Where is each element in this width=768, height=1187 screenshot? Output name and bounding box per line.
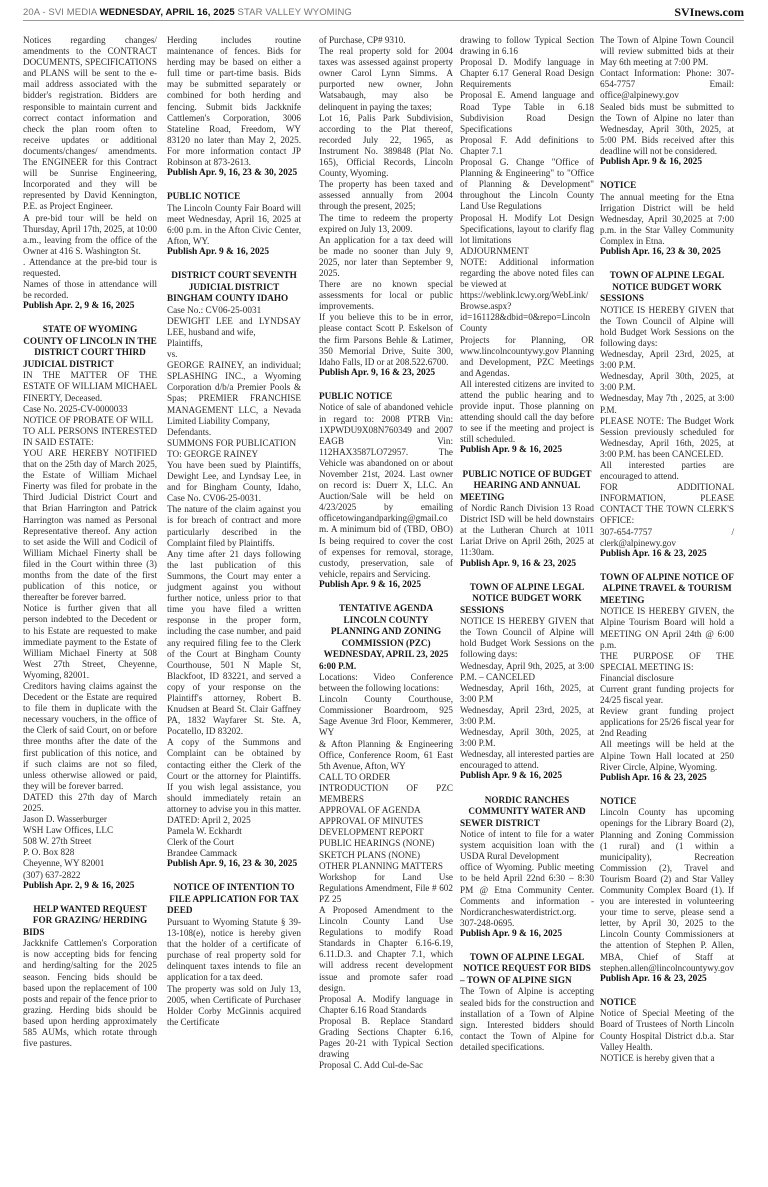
- notice-text: Lincoln County Courthouse, Commissioner Boardroom, 925 Sage Avenue 3rd Floor, Kemmerer, WY: [319, 694, 453, 738]
- page-number: 20A - SVI MEDIA: [23, 7, 97, 18]
- notice-text: Pamela W. Eckhardt: [167, 826, 242, 837]
- notice-text: NOTICE is hereby given that a: [600, 1052, 715, 1063]
- notice-text: Wednesday, April 30th, 2025, at 3:00 P.M.: [460, 727, 594, 749]
- publish-dates: Publish Apr. 9 & 16, 2025: [460, 771, 563, 782]
- notice-text: SKETCH PLANS (NONE): [319, 849, 421, 860]
- notice-text: The Town of Alpine Town Council will review submitted bids at their May 6th meeting at 7:00 PM.: [600, 35, 734, 68]
- notice-text: Current grant funding projects for 24/25 fiscal year.: [600, 684, 734, 706]
- publish-dates: Publish Apr. 9 & 16, 2025: [167, 247, 270, 258]
- notice-text: GEORGE RAINEY, an individual; SPLASHING INC., a Wyoming Corporation d/b/a Premier Pools & Spas; PREMIER FRANCHISE MANAGEMENT LLC, a Nevada Limited Liability Company,: [167, 360, 301, 426]
- publish-dates: Publish Apr. 9 & 16, 2025: [460, 445, 563, 456]
- notice-text: NOTICE IS HEREBY GIVEN that the Town Council of Alpine will hold Budget Work Sessions on the following days:: [600, 304, 734, 348]
- notice-text: Names of those in attendance will be recorded.: [23, 279, 157, 301]
- notice-text: Jackknife Cattlemen's Corporation is now accepting bids for fencing and herding/salting for the 2025 season. Fencing bids should be based upon the replacement of 100 posts and repair of the fence prior to grazing. Herding bids should be based upon herding approximately 585 AUMs, which rotate through five pastures.: [23, 938, 157, 1049]
- notice-heading: HELP WANTED REQUEST FOR GRAZING/ HERDING BIDS: [23, 903, 148, 937]
- notice-text: Case No.: CV06-25-0031: [167, 304, 262, 315]
- notice-text: DEWIGHT LEE and LYNDSAY LEE, husband and wife,: [167, 315, 301, 337]
- column-1: [23, 35, 157, 1049]
- notice-text: YOU ARE HEREBY NOTIFIED that on the 25th day of March 2025, the Estate of William Michael Finerty was filed for probate in the Third Judicial District Court and that Brian Harrington and Patrick Harrington was named as Personal Representative thereof. Any action to set aside the Will and Codicil of William Michael Finerty shall be filed in the Court within three (3) months from the date of the first publication of this notice, or thereafter be forever barred.: [23, 448, 157, 603]
- notice-heading: PUBLIC NOTICE: [319, 390, 393, 401]
- notice-text: An application for a tax deed will be made no sooner than July 9, 2025, nor later than September 9, 2025.: [319, 234, 453, 278]
- notice-heading: NOTICE: [600, 795, 637, 806]
- notice-text: P. O. Box 828: [23, 847, 75, 858]
- notice-text: Notices regarding changes/ amendments to the CONTRACT DOCUMENTS, SPECIFICATIONS and PLANS will be sent to the e-mail address associated with the bidder's registration. Bidders are responsible to maintain current and correct contact information and check the plan room often to receive updates or additional documents/changes/ amendments. The ENGINEER for this Contract will be Sunrise Engineering, Incorporated and they will be represented by David Kennington, P.E. as Project Engineer.: [23, 35, 157, 212]
- notice-text: Proposal H. Modify Lot Design Specifications, layout to clarify flag lot limitations: [460, 212, 594, 245]
- notice-text: Contact Information: Phone: 307-654-7757 Email: office@alpinewy.gov: [600, 68, 734, 101]
- notice-text: A copy of the Summons and Complaint can be obtained by contacting either the Clerk of the Court or the attorney for Plaintiffs. If you wish legal assistance, you should immediately retain an attorney to advise you in this matter.: [167, 737, 301, 814]
- notice-text: Lincoln County has upcoming openings for the Library Board (2), Planning and Zoning Commission (1 rural) and (1 within a municipality), Recreation Commission (2), Travel and Tourism Board (2) and Star Valley Community Complex Board (1). If you are interested in volunteering your time to serve, please send a letter, by April 30, 2025 to the Lincoln County Commissioners at the attention of Stephen P. Allen, MBA, Chief of Staff at stephen.allen@lincolncountywy.gov: [600, 807, 734, 973]
- notice-heading: TENTATIVE AGENDA LINCOLN COUNTY PLANNING AND ZONING COMMISSION (PZC) WEDNESDAY, APRIL 23, 2025 6:00 P.M.: [319, 603, 449, 671]
- notice-text: Wednesday, April 9th, 2025, at 3:00 P.M. – CANCELED: [460, 660, 594, 682]
- notice-text: Proposal A. Modify language in Chapter 6.16 Road Standards: [319, 993, 453, 1015]
- notice-text: CALL TO ORDER: [319, 771, 391, 782]
- notice-heading: DISTRICT COURT SEVENTH JUDICIAL DISTRICT BINGHAM COUNTY IDAHO: [167, 270, 297, 304]
- notice-text: The time to redeem the property expired on July 13, 2009.: [319, 212, 453, 234]
- site-name: SVInews.com: [674, 5, 744, 19]
- notice-heading: TOWN OF ALPINE LEGAL NOTICE REQUEST FOR BIDS – TOWN OF ALPINE SIGN: [460, 951, 591, 985]
- notice-text: Proposal G. Change "Office of Planning & Engineering" to "Office of Planning & Development" throughout the Lincoln County Land Use Regulations: [460, 157, 594, 212]
- notice-text: APPROVAL OF MINUTES: [319, 816, 424, 827]
- notice-text: 307-654-7757 / clerk@alpinewy.gov: [600, 526, 734, 548]
- column-4: [460, 35, 594, 1053]
- notice-text: Wednesday, all interested parties are encouraged to attend.: [460, 749, 594, 771]
- notice-heading: PUBLIC NOTICE: [167, 191, 241, 202]
- notice-text: drawing to follow Typical Section drawing in 6.16: [460, 35, 594, 57]
- notice-text: (307) 637-2822: [23, 869, 81, 880]
- publish-dates: Publish Apr. 9, 16, 23 & 30, 2025: [167, 168, 298, 179]
- notice-text: OTHER PLANNING MATTERS: [319, 860, 444, 871]
- notice-text: TO: GEORGE RAINEY: [167, 448, 259, 459]
- notice-text: of Nordic Ranch Division 13 Road District ISD will be held downstairs at the Lutheran Church at 1011 Lariat Drive on April 26th, 2025 at 11:30am.: [460, 503, 594, 558]
- notice-text: . Attendance at the pre-bid tour is requested.: [23, 256, 157, 278]
- notice-text: DATED this 27th day of March 2025.: [23, 791, 157, 813]
- publish-dates: Publish Apr. 9, 16, 23 & 30, 2025: [167, 859, 298, 870]
- publish-dates: Publish Apr. 9 & 16, 2025: [319, 579, 422, 590]
- notice-text: Cheyenne, WY 82001: [23, 858, 105, 869]
- region-name: STAR VALLEY WYOMING: [237, 7, 352, 18]
- publish-dates: Publish Apr. 2, 9 & 16, 2025: [23, 880, 135, 891]
- notice-heading: STATE OF WYOMING COUNTY OF LINCOLN IN THE DISTRICT COURT THIRD JUDICIAL DISTRICT: [23, 324, 157, 369]
- notice-text: Review grant funding project applications for 25/26 fiscal year for 2nd Reading: [600, 706, 734, 739]
- publish-dates: Publish Apr. 16 & 23, 2025: [600, 973, 707, 984]
- publish-dates: Publish Apr. 16 & 23, 2025: [600, 548, 707, 559]
- notice-heading: NOTICE: [600, 996, 637, 1007]
- notice-text: Proposal C. Add Cul-de-Sac: [319, 1060, 424, 1071]
- notice-heading: TOWN OF ALPINE LEGAL NOTICE BUDGET WORK SESSIONS: [460, 581, 585, 615]
- notice-text: A Proposed Amendment to the Lincoln County Land Use Regulations to modify Road Standards in Chapter 6.16-6.19, 6.11.D.3. and Chapter 7.1, which will address recent development issue and promote safer road design.: [319, 904, 453, 993]
- notice-text: Proposal D. Modify language in Chapter 6.17 General Road Design Requirements: [460, 57, 594, 90]
- notice-text: NOTE: Additional information regarding the above noted files can be viewed at: [460, 256, 594, 290]
- notice-text: & Afton Planning & Engineering Office, Conference Room, 61 East 5th Avenue, Afton, WY: [319, 738, 453, 771]
- publish-dates: Publish Apr. 9 & 16, 2025: [600, 157, 703, 168]
- notice-text: Financial disclosure: [600, 672, 674, 683]
- publish-dates: Publish Apr. 9, 16 & 23, 2025: [319, 367, 436, 378]
- notice-text: The annual meeting for the Etna Irrigation District will be held Wednesday, April 30,2025 at 7:00 p.m. in the Star Valley Community Complex in Etna.: [600, 191, 734, 246]
- notice-text: Notice of Special Meeting of the Board of Trustees of North Lincoln County Hospital District d.b.a. Star Valley Health.: [600, 1008, 734, 1052]
- notice-text: Notice of intent to file for a water system acquisition loan with the USDA Rural Development: [460, 829, 594, 862]
- notice-text: APPROVAL OF AGENDA: [319, 805, 421, 816]
- notice-text: DATED: April 2, 2025: [167, 815, 251, 825]
- notice-text: PLEASE NOTE: The Budget Work Session previously scheduled for Wednesday, April 16th, 2025, at 3:00 P.M. has been CANCELED.: [600, 415, 734, 459]
- notice-text: INTRODUCTION OF PZC MEMBERS: [319, 782, 453, 805]
- notice-text: Notice is further given that all person indebted to the Decedent or to his Estate are requested to make immediate payment to the Estate of William Michael Finerty at 508 West 27th Street, Cheyenne, Wyoming, 82001.: [23, 603, 157, 680]
- notice-text: Locations: Video Conference between the following locations:: [319, 672, 453, 694]
- notice-text: All meetings will be held at the Alpine Town Hall located at 250 River Circle, Alpine, Wyoming.: [600, 739, 734, 772]
- notice-text: 508 W. 27th Street: [23, 836, 92, 847]
- notice-heading: TOWN OF ALPINE NOTICE OF ALPINE TRAVEL & TOURISM MEETING: [600, 571, 734, 605]
- notice-text: Defendants.: [167, 426, 212, 437]
- notice-text: IN THE MATTER OF THE ESTATE OF WILLIAM MICHAEL FINERTY, Deceased.: [23, 370, 157, 403]
- notice-text: Projects for Planning, OR www.lincolncountywy.gov Planning and Development, PZC Meetings and Agendas.: [460, 334, 594, 378]
- notice-text: All interested parties are encouraged to attend.: [600, 460, 734, 482]
- publish-dates: Publish Apr. 2, 9 & 16, 2025: [23, 301, 135, 312]
- notice-heading: NOTICE OF INTENTION TO FILE APPLICATION FOR TAX DEED: [167, 882, 299, 916]
- notice-text: TO ALL PERSONS INTERESTED IN SAID ESTATE:: [23, 425, 157, 447]
- notice-text: Any time after 21 days following the last publication of this Summons, the Court may enter a judgment against you without further notice, unless prior to that time you have filed a written response in the proper form, including the case number, and paid any required filing fee to the Clerk of the Court at Bingham County Courthouse, 501 N Maple St, Blackfoot, ID 83221, and served a copy of your response on the Plaintiff's attorney, Robert B. Knudsen at Beard St. Clair Gaffney PA, 1832 Wayfarer St. Ste. A, Pocatello, ID 83202.: [167, 548, 301, 737]
- legal-notices-columns: [23, 35, 745, 1180]
- notice-text: Wednesday, April 30th, 2025, at 3:00 P.M.: [600, 371, 734, 393]
- notice-text: Clerk of the Court: [167, 837, 235, 848]
- column-5: [600, 35, 734, 1064]
- notice-text: Creditors having claims against the Decedent or the Estate are required to file them in duplicate with the necessary vouchers, in the office of the Clerk of said Court, on or before three months after the date of the first publication of this notice, and if such claims are not so filed, unless otherwise allowed or paid, they will be forever barred.: [23, 680, 157, 791]
- notice-text: Lot 16, Palis Park Subdivision, according to the Plat thereof, recorded July 22, 1965, as Instrument No. 389848 (Plat No. 165), Official Records, Lincoln County, Wyoming.: [319, 112, 453, 179]
- notice-heading: NORDIC RANCHES COMMUNITY WATER AND SEWER DISTRICT: [460, 794, 586, 828]
- notice-text: office of Wyoming. Public meeting to be held April 22nd 6:30 – 8:30 PM @ Etna Community Center. Comments and information - Nordicrancheswaterdistrict.org. 307-248-0695.: [460, 862, 594, 928]
- notice-text: DEVELOPMENT REPORT: [319, 827, 424, 838]
- notice-text: The nature of the claim against you is for breach of contract and more particularly described in the Complaint filed by Plaintiffs.: [167, 504, 301, 548]
- notice-text: NOTICE IS HEREBY GIVEN, the Alpine Tourism Board will hold a MEETING ON April 24th @ 6:00 p.m.: [600, 606, 734, 650]
- notice-text: Brandee Cammack: [167, 848, 238, 859]
- notice-text: NOTICE IS HEREBY GIVEN that the Town Council of Alpine will hold Budget Work Sessions on the following days:: [460, 616, 594, 660]
- notice-text: Notice of sale of abandoned vehicle in regard to: 2008 PTRB Vin: 1XPWDU9X08N760349 and 2007 EAGB Vin: 112HAX3587LO72957. The Vehicle was abandoned on or about November 21st, 2024. Last owner on record is: Duerr X, LLC. An Auction/Sale will be held on 4/23/2025 by emailing officetowingandparking@gmail.com. A minimum bid of (TBD, OBO) Is being required to cover the cost of expenses for removal, storage, custody, preservation, sale of vehicle, repairs and Servicing.: [319, 402, 453, 579]
- notice-text: The real property sold for 2004 taxes was assessed against property owner Carol Lynn Simms. A purported new owner, John Watsabaugh, may also be delinquent in paying the taxes;: [319, 46, 453, 112]
- publish-dates: Publish Apr. 9 & 16, 2025: [460, 928, 563, 939]
- issue-date: WEDNESDAY, APRIL 16, 2025: [99, 7, 235, 18]
- publish-dates: Publish Apr. 16 & 23, 2025: [600, 772, 707, 783]
- folio: [23, 7, 352, 18]
- notice-text: of Purchase, CP# 9310.: [319, 35, 406, 45]
- column-3: [319, 35, 453, 1071]
- notice-text: The Lincoln County Fair Board will meet Wednesday, April 16, 2025 at 6:00 p.m. in the Afton Civic Center, Afton, WY.: [167, 202, 301, 246]
- notice-text: Pursuant to Wyoming Statute § 39-13-108(e), notice is hereby given that the holder of a certificate of purchase of real property sold for delinquent taxes intends to file an application for a tax deed.: [167, 916, 301, 983]
- publish-dates: Publish Apr. 9, 16 & 23, 2025: [460, 558, 577, 569]
- notice-text: The property has been taxed and assessed annually from 2004 through the present, 2025;: [319, 179, 453, 212]
- notice-text: WSH Law Offices, LLC: [23, 825, 114, 836]
- notice-text: You have been sued by Plaintiffs, Dewight Lee, and Lyndsay Lee, in and for Bingham County, Idaho, Case No. CV06-25-0031.: [167, 460, 301, 504]
- notice-text: FOR ADDITIONAL INFORMATION, PLEASE CONTACT THE TOWN CLERK'S OFFICE:: [600, 482, 734, 526]
- page-header: [23, 5, 744, 21]
- column-2: [167, 35, 301, 1028]
- notice-text: A pre-bid tour will be held on Thursday, April 17th, 2025, at 10:00 a.m., leaving from the office of the Owner at 416 S. Washington St.: [23, 212, 157, 256]
- notice-text: Wednesday, April 23rd, 2025, at 3:00 P.M.: [600, 349, 734, 371]
- notice-text: Jason D. Wasserburger: [23, 814, 107, 825]
- notice-text: Proposal B. Replace Standard Grading Sections Chapter 6.16, Pages 20-21 with Typical Section drawing: [319, 1015, 453, 1060]
- notice-text: ADJOURNMENT: [460, 245, 529, 256]
- publish-dates: Publish Apr. 16, 23 & 30, 2025: [600, 247, 721, 258]
- notice-text: If you believe this to be in error, please contact Scott P. Eskelson of the firm Parsons Behle & Latimer, 350 Memorial Drive, Suite 300, Idaho Falls, ID or at 208.522.6700.: [319, 312, 453, 367]
- notice-text: vs.: [167, 349, 178, 360]
- notice-text: Herding includes routine maintenance of fences. Bids for herding may be based on either a full time or part-time basis. Bids may be submitted separately or combined for both herding and fencing. Submit bids Jackknife Cattlemen's Corporation, 3006 Stateline Road, Freedom, WY 83120 no later than May 2, 2025. For more information contact JP Robinson at 873-2613.: [167, 35, 301, 168]
- notice-text: Proposal E. Amend language and Road Type Table in 6.18 Subdivision Road Design Specifications: [460, 90, 594, 134]
- notice-heading: TOWN OF ALPINE LEGAL NOTICE BUDGET WORK SESSIONS: [600, 270, 725, 304]
- notice-text: The property was sold on July 13, 2005, when Certificate of Purchaser Holder Corby McGinnis acquired the Certificate: [167, 983, 301, 1027]
- notice-text: Sealed bids must be submitted to the Town of Alpine no later than Wednesday, April 30th, 2025, at 5:00 PM. Bids received after this deadline will not be considered.: [600, 101, 734, 156]
- notice-text: THE PURPOSE OF THE SPECIAL MEETING IS:: [600, 650, 734, 672]
- notice-heading: NOTICE: [600, 180, 637, 191]
- notice-text: Proposal F. Add definitions to Chapter 7.1: [460, 134, 594, 156]
- notice-text: All interested citizens are invited to attend the public hearing and to provide input. Those planning on attending should call the day before to see if the meeting and project is still scheduled.: [460, 378, 594, 445]
- notice-text: Wednesday, April 16th, 2025, at 3:00 P.M: [460, 682, 594, 704]
- notice-text: Workshop for Land Use Regulations Amendment, File # 602 PZ 25: [319, 871, 453, 904]
- notice-text: Case No. 2025-CV-0000033: [23, 403, 128, 414]
- notice-text: There are no known special assessments for local or public improvements.: [319, 279, 453, 312]
- notice-text: Wednesday, April 23rd, 2025, at 3:00 P.M.: [460, 704, 594, 726]
- notice-text: The Town of Alpine is accepting sealed bids for the construction and installation of a Town of Alpine sign. Interested bidders should contact the Town of Alpine for detailed specifications.: [460, 986, 594, 1052]
- notice-text: https://weblink.lcwy.org/WebLink/Browse.aspx?id=161128&dbid=0&repo=LincolnCounty: [460, 290, 591, 334]
- notice-text: PUBLIC HEARINGS (NONE): [319, 838, 435, 849]
- notice-text: SUMMONS FOR PUBLICATION: [167, 437, 297, 448]
- notice-heading: PUBLIC NOTICE OF BUDGET HEARING AND ANNUAL MEETING: [460, 468, 592, 502]
- notice-text: NOTICE OF PROBATE OF WILL: [23, 414, 153, 425]
- notice-text: Wednesday, May 7th , 2025, at 3:00 P.M.: [600, 393, 734, 415]
- notice-text: Plaintiffs,: [167, 337, 203, 348]
